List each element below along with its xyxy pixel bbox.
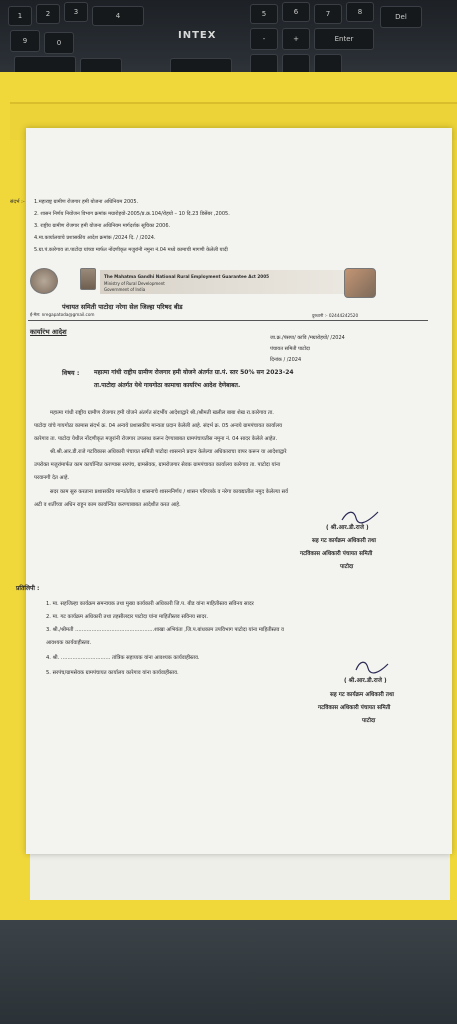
keyboard-key: 7 (314, 4, 342, 24)
keyboard-key: Del (380, 6, 422, 28)
copy-label: प्रतिलिपी : (16, 585, 40, 592)
copy-item: आवश्यक कार्यवाहीस्तव. (46, 640, 92, 646)
body-line: कारेगाव ता. पाटोदा येथील नोंदणीकृत मजुरांनी रोजगार उपलब्ध करून देण्याबाबत ग्रामपंचायतीस नमुना नं. 04 सादर केलेले आहेत. (34, 436, 278, 442)
body-line: परवानगी देत आहे. (34, 475, 70, 481)
keyboard-key: Enter (314, 28, 374, 50)
nrega-logo-icon (30, 268, 58, 294)
reference-item: 1.महाराष्ट्र ग्रामीण रोजगार हमी योजना अधिनियम 2005. (34, 199, 139, 205)
signer-name: ( श्री.आर.डी.राजे ) (326, 525, 369, 531)
office-heading: पंचायत समिती पाटोदा नरेगा सेल जिल्हा परिषद बीड (62, 303, 183, 311)
gandhi-portrait-icon (344, 268, 376, 298)
subject-line-1: महात्मा गांधी राष्ट्रीय ग्रामीण रोजगार हमी योजने अंतर्गत ग्रा.पं. स्तर 50% सन 2023-24 (94, 369, 294, 376)
emblem-icon (80, 268, 96, 290)
signer2-title: सह गट कार्यक्रम अधिकारी तथा (330, 692, 394, 698)
body-line: उपरोक्त मजुरांमार्फत काम कार्यान्वित करण्यास सरपंच, ग्रामसेवक, ग्रामरोजगार सेवक ग्रामपंचायत कार्यालय कारेगाव ता. पाटोदा यांना (34, 462, 281, 468)
keyboard-brand: INTEX (178, 30, 217, 41)
body-line: पाटोदा यांचे गायगोठा कामास संदर्भ क्र. 04 अन्वये प्रशासकीय मान्यता प्रदान केलेली आहे. संदर्भ क्र. 05 अन्वये ग्रामपंचायत कार्यालय (34, 423, 283, 429)
signer2-title: गटविकास अधिकारी पंचायत समिती (318, 705, 391, 711)
banner-govt: Government of India (104, 287, 146, 292)
subject-label: विषय : (62, 369, 80, 377)
banner-text: The Mahatma Gandhi National Rural Employment Guarantee Act 2005 (104, 274, 270, 279)
signer-title: गटविकास अधिकारी पंचायत समिती (300, 551, 373, 557)
signer2-place: पाटोदा (362, 718, 376, 724)
reference-item: 4.मा.कार्यालयाचे प्रशासकीय आदेश क्रमांक /2024 दि. / /2024. (34, 235, 156, 241)
keyboard-key: + (282, 28, 310, 50)
order-title: कार्यारंभ आदेश (30, 328, 67, 336)
order-date: दिनांक / /2024 (270, 357, 302, 363)
body-line: अटी व शर्तीच्या अधिन राहून काम कार्यान्वित करण्याबाबत आदेशीत करत आहे. (34, 502, 181, 508)
reference-item: 2. शासन निर्णय नियोजन विभाग क्रमांक मग्रारोहयो-2005/प्र.क्र.104/रोहयो – 10 दि.23 डिसेंबर ,2005. (34, 211, 230, 217)
keyboard-key: 4 (92, 6, 144, 26)
reference-number: जा.क्र./पंसपा/ कावि /मग्रारोहयो/ /2024 (270, 335, 345, 341)
copy-item: 3. श्री./श्रीमती ................................................शाखा अभियंता ,जि.प.बांधकाम उपविभाग पाटोदा यांना माहितीस्तव व (46, 627, 284, 633)
signer-place: पाटोदा (340, 564, 354, 570)
copy-item: 5. सरपंच/ग्रामसेवक ग्रामपंचायत कार्यालय कारेगाव यांना कार्यवाहीस्तव. (46, 670, 179, 676)
reference-item: 5.ग्रा.पं.कारेगाव ता.पाटोदा यांच्या मार्फत नोंदणीकृत मजुरांनी नमुना नं.04 मध्ये कामाची मागणी केलेली यादी (34, 247, 228, 253)
signer2-name: ( श्री.आर.डी.राजे ) (344, 678, 387, 684)
keyboard-key: 0 (44, 32, 74, 54)
copy-item: 4. श्री. .............................. तांत्रिक सहाय्यक यांना आवश्यक कार्यवाहीस्तव. (46, 655, 200, 661)
copy-item: 1. मा. सहजिल्हा कार्यक्रम समन्वयक तथा मुख्य कार्यकारी अधिकारी जि.प. बीड यांना माहितीस्तव सविनय सादर (46, 601, 254, 607)
body-line: श्री.श्री.आर.डी.राजे गटविकास अधिकारी पंचायत समिती पाटोदा शासनाने प्रदान केलेल्या अधिकाराचा वापर करून या आदेशाद्वारे (50, 449, 287, 455)
keyboard-key: 1 (8, 6, 32, 26)
fabric-background (0, 920, 457, 1024)
body-line: महात्मा गांधी राष्ट्रीय ग्रामीण रोजगार हमी योजने अंतर्गत संदर्भीय आदेशाद्वारे श्री./श्रीमती खलील बाबा शेख रा.कारेगाव ता. (50, 410, 274, 416)
copy-item: 2. मा. गट कार्यक्रम अधिकारी तथा तहसीलदार पाटोदा यांना माहितीस्तव सविनय सादर. (46, 614, 208, 620)
subject-line-2: ता.पाटोदा अंतर्गत येथे गायगोठा कामाचा कार्यारंभ आदेश देणेबाबत. (94, 382, 241, 389)
signature-mark (352, 658, 392, 678)
office-phone: दुरध्वनी :- 02444242520 (312, 313, 359, 318)
reference-label: संदर्भ :- (10, 199, 25, 205)
keyboard-key: 6 (282, 2, 310, 22)
heading-divider (28, 320, 428, 321)
reference-item: 3. राष्ट्रीय ग्रामीण रोजगार हमी योजना अधिनियम मार्गदर्शक सूचिका 2006. (34, 223, 171, 229)
body-line: सदर काम सुरु करताना प्रशासकीय मान्यतेतील व शासनाचे शासननिर्णय / शासन परिपत्रके व नरेगा कायद्यातील नमुद केलेल्या सर्व (50, 489, 289, 495)
keyboard-key: 8 (346, 2, 374, 22)
office-email: ई-मेल: nregapatoda@gmail.com (30, 312, 95, 317)
keyboard-key: - (250, 28, 278, 50)
keyboard-key: 9 (10, 30, 40, 52)
keyboard-key: 3 (64, 2, 88, 22)
signer-title: सह गट कार्यक्रम अधिकारी तथा (312, 538, 376, 544)
keyboard-key: 2 (36, 4, 60, 24)
banner-ministry: Ministry of Rural Development (104, 281, 165, 286)
office-name: पंचायत समिती पाटोदा (270, 346, 310, 352)
keyboard-key: 5 (250, 4, 278, 24)
